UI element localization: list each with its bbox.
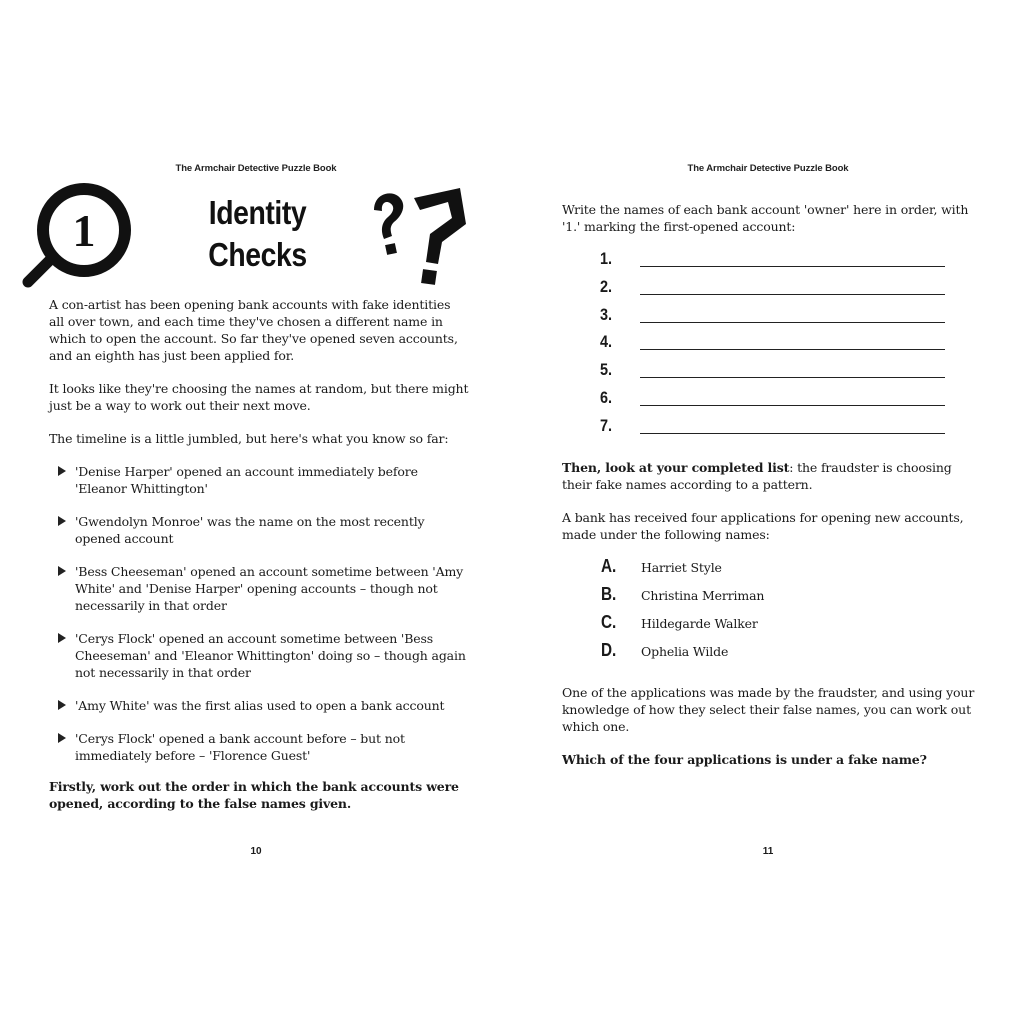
title-line-1: Identity [208,194,307,231]
clue-list [49,463,469,764]
bullet-triangle-icon [58,700,66,710]
answer-line[interactable]: 4. [600,331,945,359]
chapter-number: 1 [72,205,96,256]
applications-list [600,556,940,668]
title-line-2: Checks [208,236,307,273]
conclusion-text: One of the applications was made by the fraudster, and using your knowledge of how they select their false names, you can work out which one. [562,685,975,734]
answer-line[interactable]: 2. [600,276,945,304]
clue-item: 'Amy White' was the first alias used to open a bank account [49,697,469,714]
page-number-right: 11 [762,846,774,857]
instruction-text: Firstly, work out the order in which the bank accounts were opened, according to the false names given. [49,779,459,811]
pattern-section [562,459,982,559]
bullet-triangle-icon [58,466,66,476]
clue-item: 'Denise Harper' opened an account immediately before 'Eleanor Whittington' [49,463,469,497]
question-marks-icon [368,184,472,288]
application-item: D. Ophelia Wilde [601,640,729,660]
answer-line[interactable]: 1. [600,248,945,276]
running-head-text: The Armchair Detective Puzzle Book [175,163,337,174]
conclusion-section [562,684,982,784]
answer-line[interactable]: 6. [600,387,945,415]
running-head-left [0,163,512,174]
answer-line[interactable]: 3. [600,304,945,332]
answer-blanks [600,248,945,443]
running-head-text: The Armchair Detective Puzzle Book [687,163,849,174]
magnifier-icon [22,178,134,290]
right-page [512,0,1024,1025]
clue-item: 'Cerys Flock' opened an account sometime between 'Bess Cheeseman' and 'Eleanor Whittington' doing so – though again not necessarily in that order [49,630,469,681]
pattern-text: Then, look at your completed list: the fraudster is choosing their fake names according to a pattern. [562,460,952,492]
application-item: C. Hildegarde Walker [601,612,758,632]
question-text: Which of the four applications is under a fake name? [562,752,927,767]
intro-paragraph: A con-artist has been opening bank accounts with fake identities all over town, and each time they've chosen a different name in which to open the account. So far they've opened seven accounts, and an eighth has just been applied for. [49,297,458,363]
page-number-left: 10 [250,846,262,857]
right-intro [562,201,982,251]
intro-text: Write the names of each bank account 'owner' here in order, with '1.' marking the first-opened account: [562,202,969,234]
application-item: B. Christina Merriman [601,584,765,604]
clue-item: 'Cerys Flock' opened a bank account before – but not immediately before – 'Florence Guest' [49,730,469,764]
clue-item: 'Gwendolyn Monroe' was the name on the most recently opened account [49,513,469,547]
bank-text: A bank has received four applications for opening new accounts, made under the following names: [562,510,964,542]
bullet-triangle-icon [58,733,66,743]
intro-paragraph: It looks like they're choosing the names at random, but there might just be a way to work out their next move. [49,381,469,413]
intro-paragraph: The timeline is a little jumbled, but here's what you know so far: [49,431,449,446]
bullet-triangle-icon [58,633,66,643]
chapter-title [187,192,329,276]
clue-item: 'Bess Cheeseman' opened an account sometime between 'Amy White' and 'Denise Harper' opening accounts – though not necessarily in that order [49,563,469,614]
application-item: A. Harriet Style [601,556,722,576]
bullet-triangle-icon [58,566,66,576]
left-page [0,0,512,1025]
answer-line[interactable]: 5. [600,359,945,387]
running-head-right [512,163,1024,174]
answer-line[interactable]: 7. [600,415,945,443]
left-body [49,296,469,828]
bullet-triangle-icon [58,516,66,526]
